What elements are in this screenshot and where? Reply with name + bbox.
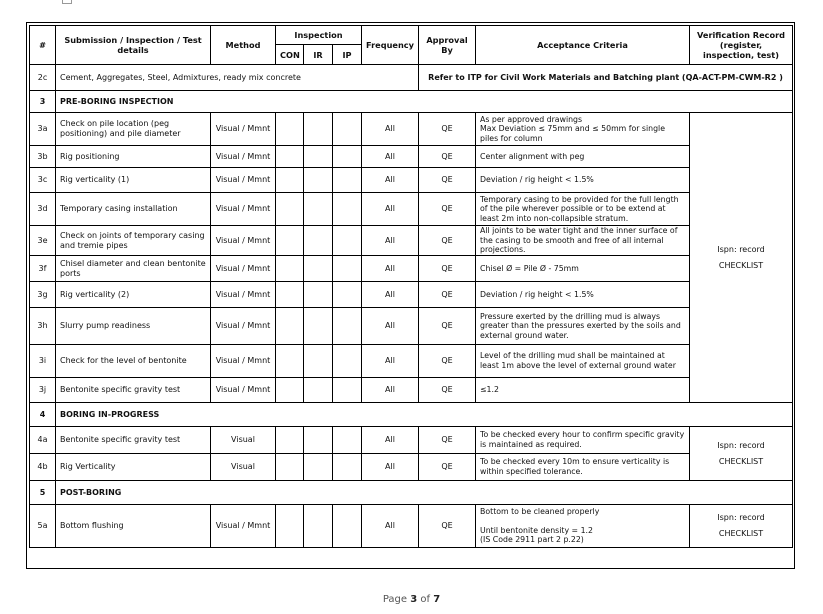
row-details: Rig Verticality	[56, 454, 211, 481]
page-footer	[0, 594, 823, 605]
row-criteria: Pressure exerted by the drilling mud is always greater than the pressures exerted by the soils and external ground water.	[476, 308, 690, 345]
con-cell	[276, 193, 304, 226]
ir-cell	[304, 282, 333, 308]
row-frequency: All	[362, 146, 419, 168]
ir-cell	[304, 378, 333, 403]
table-row	[30, 65, 793, 91]
table-row	[30, 168, 793, 193]
row-details: Cement, Aggregates, Steel, Admixtures, ready mix concrete	[56, 65, 419, 91]
page-label: Page	[382, 594, 408, 605]
section-num: 4	[30, 403, 56, 427]
row-details: Bottom flushing	[56, 505, 211, 548]
row-num: 3b	[30, 146, 56, 168]
ip-cell	[333, 282, 362, 308]
section-num: 5	[30, 481, 56, 505]
row-details: Chisel diameter and clean bentonite ports	[56, 256, 211, 282]
row-method: Visual / Mmnt	[211, 308, 276, 345]
ip-cell	[333, 308, 362, 345]
row-num: 2c	[30, 65, 56, 91]
row-details: Bentonite specific gravity test	[56, 378, 211, 403]
row-frequency: All	[362, 505, 419, 548]
table-row	[30, 454, 793, 481]
verification-checklist: CHECKLIST	[718, 260, 764, 270]
verification-checklist: CHECKLIST	[718, 529, 764, 538]
col-approval-header: Approval By	[419, 26, 476, 65]
criteria-line: As per approved drawings	[480, 114, 583, 124]
row-method: Visual / Mmnt	[211, 282, 276, 308]
row-frequency: All	[362, 454, 419, 481]
verification-record-cell	[690, 505, 793, 548]
row-criteria	[476, 113, 690, 146]
table-row	[30, 146, 793, 168]
ip-cell	[333, 146, 362, 168]
page-number: 3	[410, 594, 418, 605]
col-criteria-header: Acceptance Criteria	[476, 26, 690, 65]
con-cell	[276, 454, 304, 481]
section-row	[30, 481, 793, 505]
row-num: 3d	[30, 193, 56, 226]
row-criteria: Deviation / rig height < 1.5%	[476, 168, 690, 193]
ir-cell	[304, 256, 333, 282]
row-num: 5a	[30, 505, 56, 548]
col-details-header: Submission / Inspection / Test details	[56, 26, 211, 65]
con-cell	[276, 308, 304, 345]
section-row	[30, 91, 793, 113]
con-cell	[276, 427, 304, 454]
row-details: Temporary casing installation	[56, 193, 211, 226]
verification-record-cell	[690, 427, 793, 481]
ip-cell	[333, 226, 362, 256]
col-ir-header: IR	[304, 45, 333, 65]
ip-cell	[333, 113, 362, 146]
verification-checklist: CHECKLIST	[718, 456, 764, 466]
col-frequency-header: Frequency	[362, 26, 419, 65]
row-criteria: Temporary casing to be provided for the full length of the pile wherever possible or to be extend at least 2m into non-collapsible stratum.	[476, 193, 690, 226]
row-num: 4a	[30, 427, 56, 454]
row-method: Visual / Mmnt	[211, 256, 276, 282]
row-approval: QE	[419, 282, 476, 308]
row-approval: QE	[419, 454, 476, 481]
row-criteria: To be checked every 10m to ensure verticality is within specified tolerance.	[476, 454, 690, 481]
row-details: Check for the level of bentonite	[56, 345, 211, 378]
table-row	[30, 427, 793, 454]
ip-cell	[333, 256, 362, 282]
row-approval: QE	[419, 345, 476, 378]
criteria-line: (IS Code 2911 part 2 p.22)	[480, 535, 584, 545]
con-cell	[276, 168, 304, 193]
con-cell	[276, 378, 304, 403]
row-criteria: ≤1.2	[476, 378, 690, 403]
row-approval: QE	[419, 256, 476, 282]
section-title: BORING IN-PROGRESS	[56, 403, 793, 427]
ip-cell	[333, 193, 362, 226]
verification-record: Ispn: record	[717, 513, 765, 522]
row-num: 3c	[30, 168, 56, 193]
row-criteria: All joints to be water tight and the inner surface of the casing to be smooth and free of all internal projections.	[476, 226, 690, 256]
row-frequency: All	[362, 113, 419, 146]
row-method: Visual	[211, 427, 276, 454]
ir-cell	[304, 113, 333, 146]
page-of: of	[420, 594, 431, 605]
row-method: Visual	[211, 454, 276, 481]
row-method: Visual / Mmnt	[211, 345, 276, 378]
row-details: Bentonite specific gravity test	[56, 427, 211, 454]
col-num-header: #	[30, 26, 56, 65]
itp-reference: Refer to ITP for Civil Work Materials and Batching plant (QA-ACT-PM-CWM-R2 )	[419, 65, 793, 91]
verification-record: Ispn: record	[717, 244, 765, 254]
row-frequency: All	[362, 282, 419, 308]
col-verification-header: Verification Record (register, inspection, test)	[690, 26, 793, 65]
row-criteria	[476, 505, 690, 548]
col-con-header: CON	[276, 45, 304, 65]
con-cell	[276, 226, 304, 256]
row-approval: QE	[419, 378, 476, 403]
ir-cell	[304, 193, 333, 226]
row-approval: QE	[419, 168, 476, 193]
row-num: 3a	[30, 113, 56, 146]
row-criteria: Chisel Ø = Pile Ø - 75mm	[476, 256, 690, 282]
page-total: 7	[433, 594, 441, 605]
row-details: Rig positioning	[56, 146, 211, 168]
row-method: Visual / Mmnt	[211, 505, 276, 548]
col-inspection-header: Inspection	[276, 26, 362, 45]
row-approval: QE	[419, 226, 476, 256]
verification-record-cell	[690, 113, 793, 403]
row-method: Visual / Mmnt	[211, 226, 276, 256]
table-row	[30, 345, 793, 378]
row-frequency: All	[362, 256, 419, 282]
row-approval: QE	[419, 308, 476, 345]
itp-table-frame	[26, 22, 795, 569]
verification-record: Ispn: record	[717, 440, 765, 450]
table-row	[30, 308, 793, 345]
itp-table	[29, 25, 793, 548]
row-method: Visual / Mmnt	[211, 168, 276, 193]
criteria-line: Until bentonite density = 1.2	[480, 525, 593, 535]
ip-cell	[333, 427, 362, 454]
row-details: Check on joints of temporary casing and tremie pipes	[56, 226, 211, 256]
table-row	[30, 282, 793, 308]
row-frequency: All	[362, 168, 419, 193]
table-row	[30, 193, 793, 226]
row-frequency: All	[362, 378, 419, 403]
table-row	[30, 256, 793, 282]
row-num: 3h	[30, 308, 56, 345]
row-num: 3j	[30, 378, 56, 403]
page-corner-mark	[62, 0, 72, 4]
table-row	[30, 226, 793, 256]
ip-cell	[333, 505, 362, 548]
row-frequency: All	[362, 193, 419, 226]
con-cell	[276, 146, 304, 168]
row-method: Visual / Mmnt	[211, 146, 276, 168]
row-details: Check on pile location (peg positioning) and pile diameter	[56, 113, 211, 146]
section-row	[30, 403, 793, 427]
col-ip-header: IP	[333, 45, 362, 65]
con-cell	[276, 282, 304, 308]
criteria-line: Max Deviation ≤ 75mm and ≤ 50mm for single piles for column	[480, 124, 666, 143]
ir-cell	[304, 168, 333, 193]
table-row	[30, 113, 793, 146]
row-criteria: To be checked every hour to confirm specific gravity is maintained as required.	[476, 427, 690, 454]
con-cell	[276, 256, 304, 282]
row-method: Visual / Mmnt	[211, 378, 276, 403]
ip-cell	[333, 168, 362, 193]
ir-cell	[304, 226, 333, 256]
ir-cell	[304, 345, 333, 378]
row-criteria: Center alignment with peg	[476, 146, 690, 168]
con-cell	[276, 113, 304, 146]
row-method: Visual / Mmnt	[211, 193, 276, 226]
ip-cell	[333, 378, 362, 403]
row-frequency: All	[362, 308, 419, 345]
row-method: Visual / Mmnt	[211, 113, 276, 146]
ir-cell	[304, 146, 333, 168]
ir-cell	[304, 427, 333, 454]
row-approval: QE	[419, 193, 476, 226]
table-row	[30, 378, 793, 403]
row-num: 3g	[30, 282, 56, 308]
row-num: 4b	[30, 454, 56, 481]
row-details: Slurry pump readiness	[56, 308, 211, 345]
row-num: 3e	[30, 226, 56, 256]
row-approval: QE	[419, 113, 476, 146]
col-method-header: Method	[211, 26, 276, 65]
header-row	[30, 26, 793, 45]
con-cell	[276, 345, 304, 378]
section-num: 3	[30, 91, 56, 113]
ir-cell	[304, 505, 333, 548]
ir-cell	[304, 308, 333, 345]
row-approval: QE	[419, 427, 476, 454]
criteria-line: Bottom to be cleaned properly	[480, 507, 600, 517]
section-title: PRE-BORING INSPECTION	[56, 91, 793, 113]
con-cell	[276, 505, 304, 548]
row-num: 3i	[30, 345, 56, 378]
ir-cell	[304, 454, 333, 481]
section-title: POST-BORING	[56, 481, 793, 505]
row-criteria: Deviation / rig height < 1.5%	[476, 282, 690, 308]
row-frequency: All	[362, 345, 419, 378]
row-approval: QE	[419, 505, 476, 548]
row-num: 3f	[30, 256, 56, 282]
ip-cell	[333, 345, 362, 378]
row-criteria: Level of the drilling mud shall be maintained at least 1m above the level of external ground water	[476, 345, 690, 378]
row-frequency: All	[362, 427, 419, 454]
row-details: Rig verticality (1)	[56, 168, 211, 193]
row-frequency: All	[362, 226, 419, 256]
row-approval: QE	[419, 146, 476, 168]
ip-cell	[333, 454, 362, 481]
table-row	[30, 505, 793, 548]
row-details: Rig verticality (2)	[56, 282, 211, 308]
